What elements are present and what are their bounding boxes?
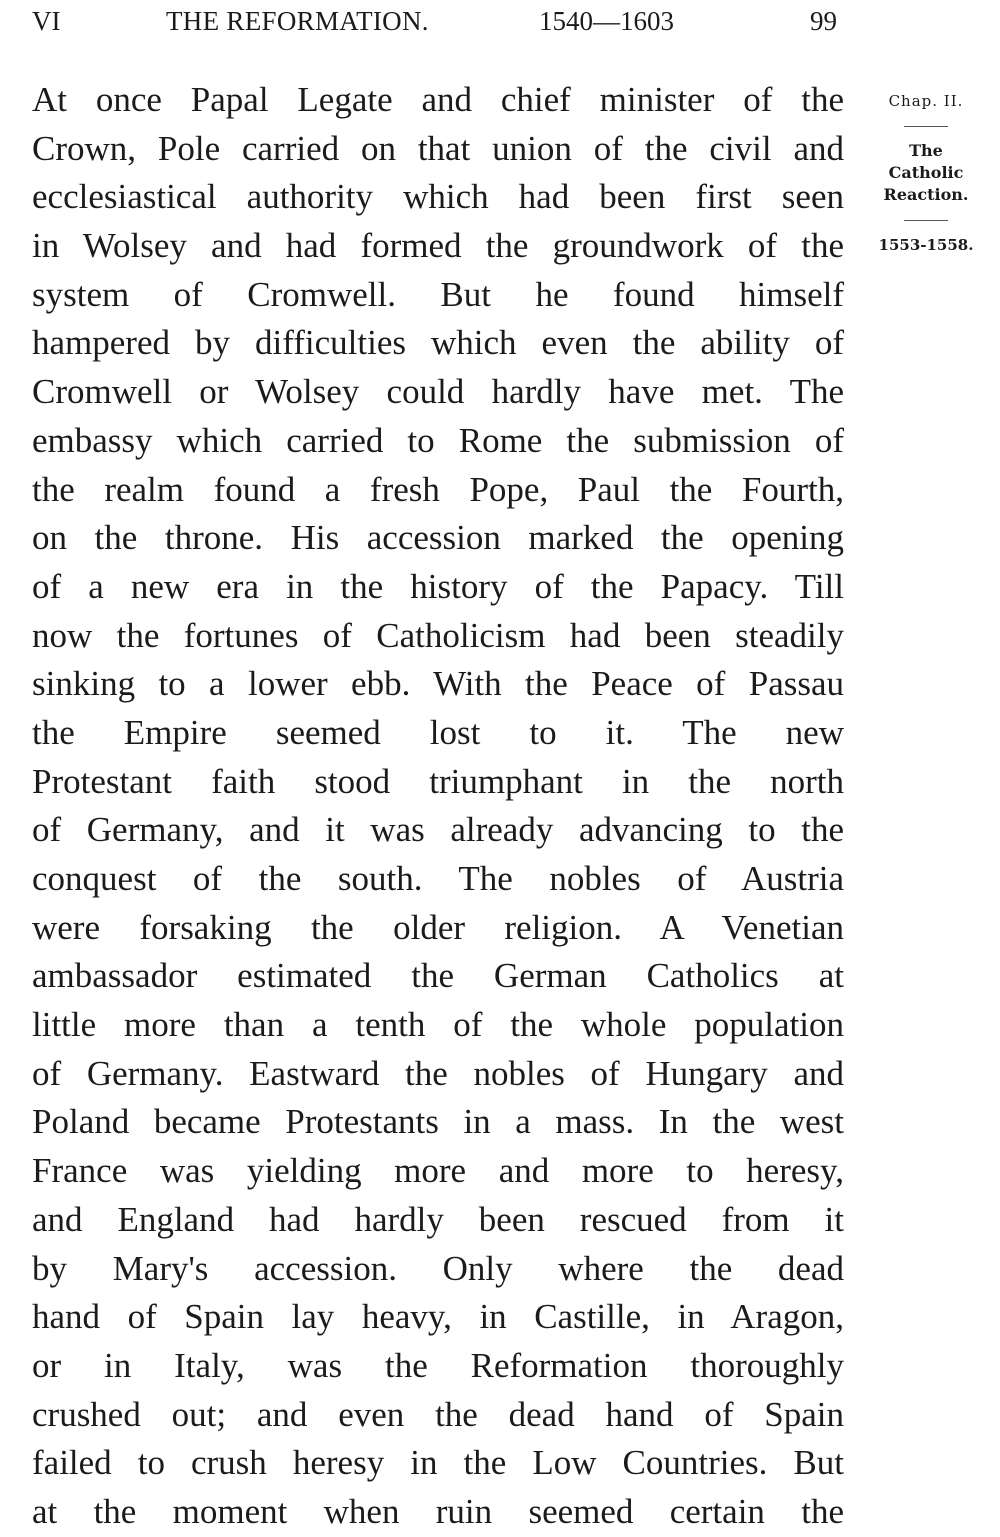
text-line: ambassador estimated the German Catholics at: [32, 956, 844, 996]
text-line: hand of Spain lay heavy, in Castille, in Aragon,: [32, 1297, 844, 1337]
text-line: the realm found a fresh Pope, Paul the Fourth,: [32, 469, 844, 509]
text-line: failed to crush heresy in the Low Countries. But: [32, 1443, 844, 1483]
text-line: hampered by difficulties which even the ability of: [32, 323, 844, 363]
margin-rule: [904, 126, 948, 127]
text-line: Poland became Protestants in a mass. In the west: [32, 1102, 844, 1142]
margin-rule: [904, 220, 948, 221]
running-title: THE REFORMATION.: [166, 6, 429, 36]
running-header: [32, 6, 844, 42]
margin-years: 1553-1558.: [878, 236, 974, 254]
page-number: 99: [810, 6, 837, 36]
margin-subject-line: The: [909, 141, 943, 160]
text-line: at the moment when ruin seemed certain the: [32, 1491, 844, 1531]
text-line: France was yielding more and more to heresy,: [32, 1151, 844, 1191]
volume-number: VI: [32, 6, 61, 36]
text-line: on the throne. His accession marked the opening: [32, 518, 844, 558]
text-line: of Germany, and it was already advancing to the: [32, 810, 844, 850]
text-line: Cromwell or Wolsey could hardly have met. The: [32, 372, 844, 412]
text-line: At once Papal Legate and chief minister of the: [32, 80, 844, 119]
text-line: were forsaking the older religion. A Venetian: [32, 907, 844, 947]
margin-subject-line: Reaction.: [883, 185, 969, 204]
text-line: Protestant faith stood triumphant in the north: [32, 761, 844, 801]
text-line: embassy which carried to Rome the submission of: [32, 420, 844, 460]
text-line: by Mary's accession. Only where the dead: [32, 1248, 844, 1288]
text-line: and England had hardly been rescued from it: [32, 1199, 844, 1239]
text-line: Crown, Pole carried on that union of the civil and: [32, 128, 844, 168]
text-line: or in Italy, was the Reformation thoroughly: [32, 1345, 844, 1385]
body-text: [32, 76, 844, 1537]
text-line: now the fortunes of Catholicism had been steadily: [32, 615, 844, 655]
text-line: crushed out; and even the dead hand of Spain: [32, 1394, 844, 1434]
text-line: little more than a tenth of the whole population: [32, 1005, 844, 1045]
text-line: conquest of the south. The nobles of Austria: [32, 859, 844, 898]
text-line: of Germany. Eastward the nobles of Hungary and: [32, 1053, 844, 1093]
text-line: the Empire seemed lost to it. The new: [32, 712, 844, 752]
text-line: sinking to a lower ebb. With the Peace of Passau: [32, 664, 844, 704]
text-line: of a new era in the history of the Papacy. Till: [32, 566, 844, 606]
running-years: 1540—1603: [539, 6, 674, 36]
text-line: ecclesiastical authority which had been first seen: [32, 177, 844, 217]
text-line: in Wolsey and had formed the groundwork of the: [32, 226, 844, 266]
margin-subject-line: Catholic: [888, 163, 964, 182]
margin-subject: [862, 140, 990, 206]
margin-chapter: Chap. II.: [888, 92, 964, 110]
text-line: system of Cromwell. But he found himself: [32, 274, 844, 314]
